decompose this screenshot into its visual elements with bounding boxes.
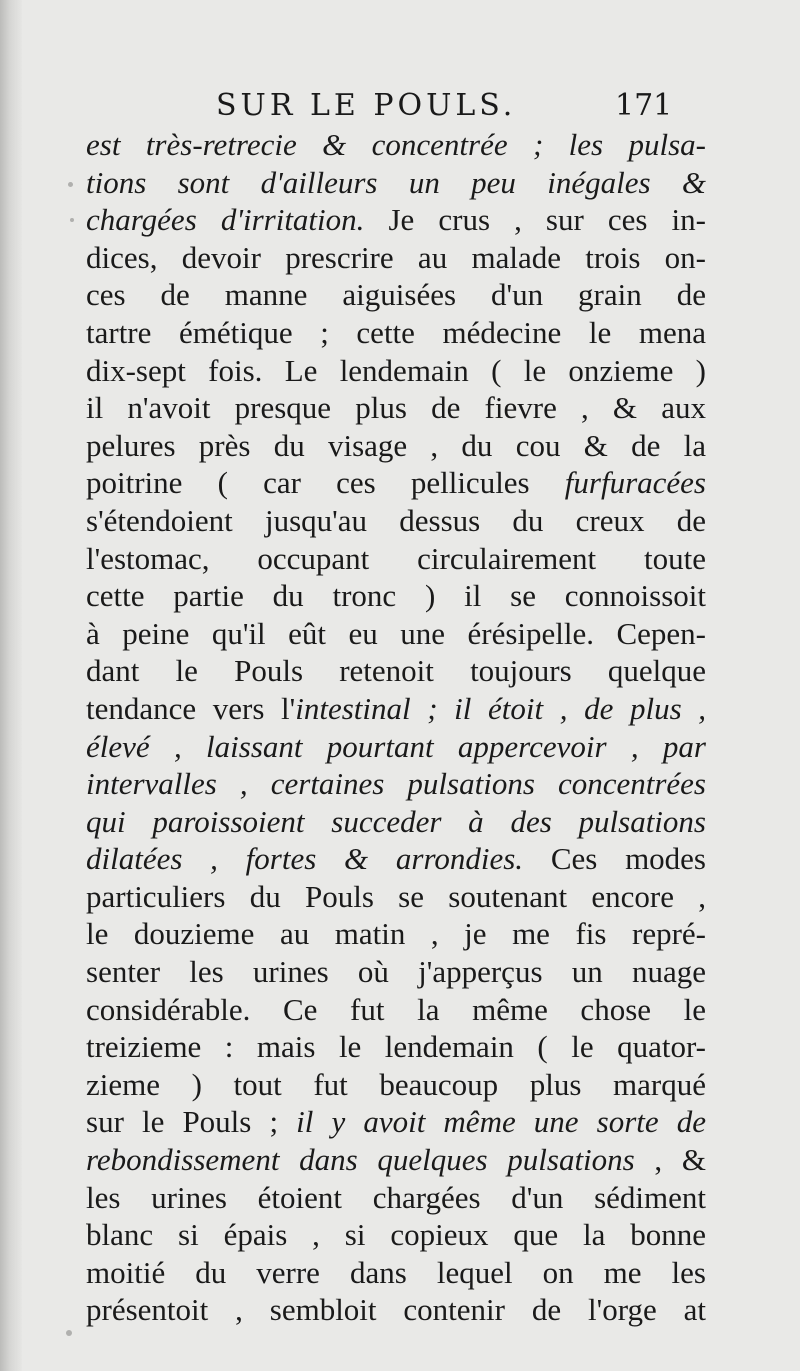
roman-segment: Ces modes bbox=[523, 841, 706, 877]
text-line bbox=[86, 126, 706, 164]
italic-segment: élevé , laissant pourtant appercevoir , par bbox=[86, 728, 706, 764]
ink-speck bbox=[70, 218, 74, 222]
roman-segment: zieme ) tout fut beaucoup plus marqué bbox=[86, 1066, 706, 1102]
text-line bbox=[86, 427, 706, 465]
text-line bbox=[86, 803, 706, 841]
ink-speck bbox=[68, 182, 73, 187]
page-header bbox=[0, 84, 800, 128]
text-line bbox=[86, 464, 706, 502]
roman-segment: ces de manne aiguisées d'un grain de bbox=[86, 277, 706, 313]
text-line bbox=[86, 991, 706, 1029]
text-line bbox=[86, 1066, 706, 1104]
roman-segment: poitrine ( car ces pellicules bbox=[86, 465, 565, 501]
roman-segment: tendance vers l' bbox=[86, 690, 296, 726]
roman-segment: dices, devoir prescrire au malade trois on- bbox=[86, 239, 706, 275]
italic-segment: furfuracées bbox=[564, 465, 706, 501]
text-line bbox=[86, 540, 706, 578]
text-line bbox=[86, 1179, 706, 1217]
text-line bbox=[86, 352, 706, 390]
text-line bbox=[86, 1103, 706, 1141]
roman-segment: il n'avoit presque plus de fievre , & aux bbox=[86, 390, 706, 426]
roman-segment: tartre émétique ; cette médecine le mena bbox=[86, 314, 706, 350]
roman-segment: présentoit , sembloit contenir de l'orge at bbox=[86, 1292, 706, 1328]
text-line bbox=[86, 239, 706, 277]
body-text bbox=[86, 126, 706, 1329]
italic-segment: qui paroissoient succeder à des pulsations bbox=[86, 803, 706, 839]
roman-segment: Je crus , sur ces in- bbox=[364, 202, 706, 238]
text-line bbox=[86, 502, 706, 540]
ink-speck bbox=[66, 1330, 72, 1336]
text-line bbox=[86, 915, 706, 953]
italic-segment: tions sont d'ailleurs un peu inégales & bbox=[86, 164, 706, 200]
text-line bbox=[86, 615, 706, 653]
roman-segment: à peine qu'il eût eu une érésipelle. Cepen- bbox=[86, 615, 706, 651]
text-line bbox=[86, 1216, 706, 1254]
text-line bbox=[86, 652, 706, 690]
text-line bbox=[86, 765, 706, 803]
text-line bbox=[86, 201, 706, 239]
italic-segment: dilatées , fortes & arrondies. bbox=[86, 841, 524, 877]
italic-segment: il y avoit même une sorte de bbox=[296, 1104, 707, 1140]
page-gutter-shadow bbox=[0, 0, 22, 1371]
roman-segment: cette partie du tronc ) il se connoissoit bbox=[86, 578, 706, 614]
roman-segment: , & bbox=[634, 1142, 706, 1178]
roman-segment: le douzieme au matin , je me fis repré- bbox=[86, 916, 706, 952]
italic-segment: est très-retrecie & concentrée ; les pulsa- bbox=[86, 127, 706, 162]
roman-segment: les urines étoient chargées d'un sédiment bbox=[86, 1179, 706, 1215]
text-line bbox=[86, 164, 706, 202]
roman-segment: treizieme : mais le lendemain ( le quator- bbox=[86, 1029, 706, 1065]
roman-segment: dant le Pouls retenoit toujours quelque bbox=[86, 653, 706, 689]
text-line bbox=[86, 953, 706, 991]
roman-segment: senter les urines où j'apperçus un nuage bbox=[86, 954, 706, 990]
text-line bbox=[86, 314, 706, 352]
roman-segment: l'estomac, occupant circulairement toute bbox=[86, 540, 706, 576]
text-line bbox=[86, 690, 706, 728]
text-line bbox=[86, 1028, 706, 1066]
italic-segment: intestinal ; il étoit , de plus , bbox=[295, 690, 706, 726]
roman-segment: considérable. Ce fut la même chose le bbox=[86, 991, 706, 1027]
roman-segment: sur le Pouls ; bbox=[86, 1104, 297, 1140]
italic-segment: rebondissement dans quelques pulsations bbox=[86, 1142, 635, 1178]
text-line bbox=[86, 389, 706, 427]
roman-segment: s'étendoient jusqu'au dessus du creux de bbox=[86, 502, 706, 538]
text-line bbox=[86, 840, 706, 878]
roman-segment: particuliers du Pouls se soutenant encore , bbox=[86, 878, 706, 914]
roman-segment: moitié du verre dans lequel on me les bbox=[86, 1254, 706, 1290]
text-line bbox=[86, 1141, 706, 1179]
italic-segment: chargées d'irritation. bbox=[86, 202, 365, 238]
running-title: SUR LE POULS. bbox=[216, 88, 517, 123]
text-line bbox=[86, 728, 706, 766]
text-line bbox=[86, 1291, 706, 1329]
roman-segment: pelures près du visage , du cou & de la bbox=[86, 427, 706, 463]
text-line bbox=[86, 1254, 706, 1292]
text-line bbox=[86, 577, 706, 615]
italic-segment: intervalles , certaines pulsations concentrées bbox=[86, 766, 706, 802]
roman-segment: blanc si épais , si copieux que la bonne bbox=[86, 1217, 706, 1253]
text-line bbox=[86, 878, 706, 916]
text-line bbox=[86, 276, 706, 314]
roman-segment: dix-sept fois. Le lendemain ( le onzieme ) bbox=[86, 352, 706, 388]
page-number: 171 bbox=[615, 88, 673, 123]
